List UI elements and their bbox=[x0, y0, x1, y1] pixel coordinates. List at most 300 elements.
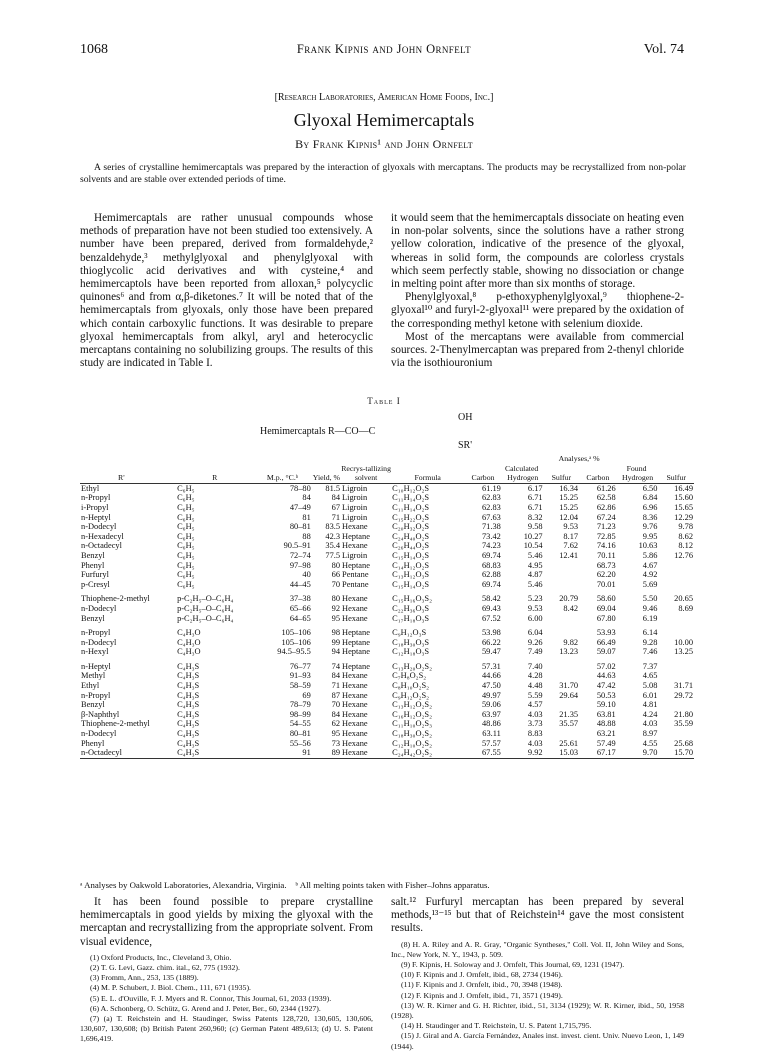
header-solvent: Recrys-tallizing solvent bbox=[341, 463, 391, 483]
cell-h-calc: 4.57 bbox=[527, 700, 543, 710]
cell-h-calc: 6.71 bbox=[527, 493, 543, 503]
cell-c-calc: 69.74 bbox=[481, 579, 501, 589]
cell-h-found: 6.84 bbox=[642, 493, 658, 503]
cell-solvent: Hexane bbox=[342, 603, 368, 613]
formula-sr: SR' bbox=[458, 440, 473, 451]
table-row bbox=[80, 570, 694, 580]
cell-solvent: Ligroin bbox=[341, 483, 391, 493]
cell-h-calc: 6.00 bbox=[527, 613, 543, 623]
reference-item: (11) F. Kipnis and J. Ornfelt, ibid., 70, 3948 (1948). bbox=[401, 980, 563, 990]
cell-yield: 35.4 bbox=[325, 541, 341, 551]
cell-r: C₆H₅ bbox=[177, 531, 195, 541]
cell-solvent: Heptane bbox=[342, 647, 370, 657]
cell-formula: C₁₅H₁₆O₃S₂ bbox=[392, 594, 432, 604]
cell-s-calc bbox=[544, 614, 580, 624]
cell-r-prime: n-Dodecyl bbox=[81, 637, 117, 647]
cell-s-found: 12.29 bbox=[674, 512, 693, 522]
cell-formula: C₁₁H₁₀O₂S₃ bbox=[392, 719, 432, 729]
cell-solvent: Hexane bbox=[342, 709, 368, 719]
cell-r-prime: Methyl bbox=[81, 671, 106, 681]
cell-r-prime: n-Hexadecyl bbox=[81, 531, 124, 541]
cell-h-calc: 4.03 bbox=[527, 709, 543, 719]
cell-h-calc: 4.95 bbox=[527, 560, 543, 570]
cell-r: C₄H₃O bbox=[177, 647, 201, 657]
cell-r-prime: Benzyl bbox=[81, 700, 105, 710]
cell-s-calc: 31.70 bbox=[559, 681, 579, 691]
cell-yield: 80 bbox=[331, 560, 341, 570]
cell-r: C₆H₅ bbox=[177, 493, 195, 503]
cell-h-found: 6.14 bbox=[642, 628, 658, 638]
table-structure-formula bbox=[260, 412, 540, 454]
cell-c-calc: 69.43 bbox=[481, 603, 501, 613]
cell-r-prime: n-Dodecyl bbox=[81, 603, 117, 613]
cell-formula: C₁₂H₁₈O₃S bbox=[392, 647, 430, 657]
table-row bbox=[80, 580, 694, 590]
cell-solvent: Hexane bbox=[342, 729, 368, 739]
cell-c-found: 67.80 bbox=[596, 613, 616, 623]
cell-s-calc: 13.23 bbox=[559, 647, 579, 657]
cell-s-found: 15.60 bbox=[674, 493, 693, 503]
cell-c-calc: 67.63 bbox=[481, 512, 501, 522]
cell-s-calc: 12.04 bbox=[559, 512, 579, 522]
cell-formula: C₁₄H₁₂O₂S bbox=[392, 560, 430, 570]
cell-c-calc: 68.83 bbox=[481, 560, 501, 570]
reference-item: (7) (a) T. Reichstein and H. Staudinger, Swiss Patents 128,720, 130,605, 130,606, 130,607, 130,608; (b) British Patent 260,960; (c) German Patent 489,613; (d) U. S. Patent 1,696,419. bbox=[80, 1014, 373, 1044]
cell-solvent: Heptane bbox=[342, 661, 370, 671]
page-number: 1068 bbox=[80, 42, 108, 57]
cell-formula: C₁₅H₁₄O₂S bbox=[392, 579, 430, 589]
cell-h-calc: 4.87 bbox=[527, 570, 543, 580]
cell-yield: 84 bbox=[331, 709, 341, 719]
cell-h-calc: 3.73 bbox=[527, 719, 543, 729]
cell-yield: 67 bbox=[331, 502, 341, 512]
cell-r: C₆H₅ bbox=[177, 570, 195, 580]
cell-formula: C₂₀H₃₂O₂S bbox=[392, 522, 430, 532]
table-row bbox=[80, 638, 694, 648]
cell-r-prime: n-Propyl bbox=[81, 628, 111, 638]
cell-solvent: Heptane bbox=[342, 628, 370, 638]
cell-h-calc: 10.54 bbox=[523, 541, 543, 551]
cell-formula: C₂₄H₄₂O₂S₂ bbox=[391, 748, 464, 758]
cell-s-found: 15.70 bbox=[658, 748, 694, 758]
cell-s-found bbox=[658, 614, 694, 624]
cell-yield: 77.5 bbox=[325, 550, 341, 560]
cell-formula: C₉H₁₂O₂S₂ bbox=[392, 690, 430, 700]
cell-c-found: 67.24 bbox=[596, 512, 616, 522]
reference-item: (14) H. Staudinger and T. Reichstein, U. S. Patent 1,715,795. bbox=[401, 1021, 592, 1031]
cell-solvent: Ligroin bbox=[342, 502, 368, 512]
cell-h-calc: 4.03 bbox=[527, 738, 543, 748]
reference-item: (6) A. Schonberg, O. Schütz, G. Arend and J. Peter, Ber., 60, 2344 (1927). bbox=[90, 1003, 321, 1013]
cell-c-found: 63.81 bbox=[596, 709, 616, 719]
cell-r-prime: Ethyl bbox=[80, 483, 176, 493]
cell-formula: C₂₂H₃₆O₃S bbox=[392, 603, 430, 613]
cell-mp: 44–45 bbox=[289, 579, 311, 589]
cell-mp: 80–81 bbox=[289, 522, 311, 532]
cell-s-found: 29.72 bbox=[674, 690, 693, 700]
cell-solvent: Pentane bbox=[342, 579, 369, 589]
cell-h-found: 9.70 bbox=[617, 748, 659, 758]
reference-item: (5) E. L. d'Ouville, F. J. Myers and R. Connor, This Journal, 61, 2033 (1939). bbox=[90, 993, 332, 1003]
cell-yield: 95 bbox=[331, 613, 341, 623]
cell-h-found: 6.50 bbox=[617, 483, 659, 493]
cell-r: C₆H₅ bbox=[176, 483, 253, 493]
cell-formula: C₁₈H₃₀O₃S bbox=[392, 637, 430, 647]
cell-s-found: 31.71 bbox=[674, 681, 693, 691]
cell-s-found: 8.69 bbox=[678, 603, 693, 613]
cell-solvent: Heptane bbox=[342, 560, 370, 570]
body-right-paragraph-2: Phenylglyoxal,⁸ p-ethoxyphenylglyoxal,⁹ thiophene-2-glyoxal¹⁰ and furyl-2-glyoxal¹¹ were prepared by the oxidation of the corresponding methyl ketone with selenium dioxide. bbox=[391, 291, 684, 330]
body-right-paragraph-3: Most of the mercaptans were available from commercial sources. 2-Thenylmercaptan was prepared from 2-thenyl chloride via the isothiouronium bbox=[391, 330, 684, 370]
cell-formula: C₁₂H₁₀O₂S₂ bbox=[392, 738, 432, 748]
cell-formula: C₁₇H₁₈O₃S bbox=[392, 613, 430, 623]
cell-formula: C₈H₁₀O₂S₂ bbox=[392, 681, 430, 691]
cell-s-calc: 29.64 bbox=[559, 690, 579, 700]
cell-mp: 69 bbox=[302, 690, 311, 700]
cell-h-found: 4.67 bbox=[642, 560, 658, 570]
cell-c-calc: 69.74 bbox=[481, 550, 501, 560]
cell-s-calc bbox=[544, 561, 580, 571]
formula-main: Hemimercaptals R—CO—C bbox=[260, 426, 376, 437]
cell-formula: C₁₃H₁₂O₂S₂ bbox=[392, 700, 432, 710]
cell-mp: 91–93 bbox=[289, 671, 311, 681]
cell-h-found: 6.96 bbox=[642, 502, 658, 512]
cell-s-found: 13.25 bbox=[674, 647, 693, 657]
cell-h-calc: 8.83 bbox=[527, 729, 543, 739]
cell-c-calc: 63.97 bbox=[481, 709, 501, 719]
cell-c-found: 62.58 bbox=[596, 493, 616, 503]
cell-mp: 55–56 bbox=[289, 738, 311, 748]
cell-s-found: 25.68 bbox=[674, 738, 693, 748]
table-row bbox=[80, 710, 694, 720]
cell-r: C₄H₃S bbox=[177, 690, 200, 700]
table-row bbox=[80, 729, 694, 739]
cell-s-found bbox=[658, 561, 694, 571]
cell-c-found: 57.02 bbox=[596, 661, 616, 671]
cell-c-calc: 58.42 bbox=[481, 594, 501, 604]
cell-s-found bbox=[658, 623, 694, 638]
cell-h-calc: 9.58 bbox=[527, 522, 543, 532]
footnote-b: ᵇ All melting points taken with Fisher–Johns apparatus. bbox=[295, 880, 490, 890]
cell-c-calc: 59.06 bbox=[481, 700, 501, 710]
cell-h-calc: 9.53 bbox=[527, 603, 543, 613]
cell-solvent: Hexane bbox=[342, 681, 368, 691]
header-hydrogen-found: Hydrogen bbox=[621, 473, 654, 483]
table-row bbox=[80, 691, 694, 701]
cell-solvent: Hexane bbox=[341, 748, 391, 758]
header-calculated: Calculated bbox=[504, 463, 539, 473]
cell-c-calc: 44.66 bbox=[481, 671, 501, 681]
cell-yield: 71 bbox=[331, 681, 341, 691]
cell-s-calc: 16.34 bbox=[544, 483, 580, 493]
cell-c-found: 62.20 bbox=[596, 570, 616, 580]
cell-mp: 78–80 bbox=[253, 483, 311, 493]
abstract: A series of crystalline hemimercaptals was prepared by the interaction of glyoxals with mercaptans. The products may be recrystallized from non-polar solvents and are stable over extended periods of time. bbox=[80, 162, 686, 185]
cell-h-found: 4.03 bbox=[642, 719, 658, 729]
table-row bbox=[80, 561, 694, 571]
cell-r-prime: n-Propyl bbox=[81, 690, 111, 700]
cell-yield: 74 bbox=[331, 661, 341, 671]
cell-s-calc: 9.53 bbox=[563, 522, 579, 532]
cell-formula: C₉H₁₂O₃S bbox=[392, 628, 427, 638]
cell-solvent: Ligroin bbox=[342, 550, 368, 560]
cell-formula: C₁₅H₁₄O₂S bbox=[392, 550, 430, 560]
cell-mp: 40 bbox=[302, 570, 311, 580]
cell-s-calc bbox=[544, 700, 580, 710]
cell-h-calc: 9.92 bbox=[502, 748, 544, 758]
cell-s-calc bbox=[544, 729, 580, 739]
cell-c-calc: 74.23 bbox=[481, 541, 501, 551]
cell-yield: 84 bbox=[331, 493, 341, 503]
cell-mp: 47–49 bbox=[289, 502, 311, 512]
cell-s-calc bbox=[544, 580, 580, 590]
cell-s-found: 16.49 bbox=[658, 483, 694, 493]
cell-h-calc: 7.49 bbox=[527, 647, 543, 657]
cell-r: C₆H₅ bbox=[177, 550, 195, 560]
cell-s-calc bbox=[544, 570, 580, 580]
table-row bbox=[80, 522, 694, 532]
cell-h-found: 5.50 bbox=[642, 594, 658, 604]
cell-s-found: 8.62 bbox=[678, 531, 693, 541]
cell-c-found: 67.17 bbox=[579, 748, 617, 758]
cell-h-found: 4.92 bbox=[642, 570, 658, 580]
cell-c-calc: 59.47 bbox=[481, 647, 501, 657]
cell-solvent: Hexane bbox=[342, 700, 368, 710]
cell-formula: C₁₅H₂₂O₂S bbox=[392, 512, 430, 522]
cell-s-found: 10.00 bbox=[674, 637, 693, 647]
cell-s-calc bbox=[544, 623, 580, 638]
cell-r-prime: p-Cresyl bbox=[81, 579, 110, 589]
cell-s-calc: 8.42 bbox=[563, 603, 579, 613]
cell-yield: 80 bbox=[331, 594, 341, 604]
cell-h-found: 4.81 bbox=[642, 700, 658, 710]
cell-solvent: Pentane bbox=[342, 570, 369, 580]
cell-formula: C₁₁H₁₄O₂S bbox=[392, 502, 430, 512]
table-row bbox=[80, 614, 694, 624]
cell-h-calc: 6.17 bbox=[502, 483, 544, 493]
cell-r: p-C₂H₅–O–C₆H₄ bbox=[177, 594, 234, 604]
cell-c-found: 61.26 bbox=[579, 483, 617, 493]
cell-solvent: Hexane bbox=[342, 690, 368, 700]
cell-mp: 105–106 bbox=[281, 637, 311, 647]
cell-h-calc: 5.59 bbox=[527, 690, 543, 700]
cell-s-calc: 15.25 bbox=[559, 502, 579, 512]
header-formula: Formula bbox=[414, 473, 441, 483]
table-row bbox=[80, 541, 694, 551]
cell-r-prime: n-Octadecyl bbox=[80, 748, 176, 758]
header-sulfur-found: Sulfur bbox=[666, 473, 686, 483]
volume-label: Vol. 74 bbox=[643, 42, 684, 57]
byline: By Frank Kipnis¹ and John Ornfelt bbox=[295, 137, 473, 151]
cell-c-calc: 67.55 bbox=[464, 748, 502, 758]
cell-h-found: 5.69 bbox=[642, 579, 658, 589]
cell-r: C₆H₅ bbox=[177, 512, 195, 522]
cell-s-calc: 21.35 bbox=[559, 709, 579, 719]
cell-c-calc: 62.83 bbox=[481, 493, 501, 503]
cell-c-found: 71.23 bbox=[596, 522, 616, 532]
cell-mp: 65–66 bbox=[289, 603, 311, 613]
cell-h-calc: 4.48 bbox=[527, 681, 543, 691]
cell-s-calc: 35.57 bbox=[559, 719, 579, 729]
cell-c-calc: 71.38 bbox=[481, 522, 501, 532]
cell-h-calc: 6.71 bbox=[527, 502, 543, 512]
header-analyses: Analyses,ᵃ % bbox=[558, 454, 600, 463]
cell-c-found: 70.01 bbox=[596, 579, 616, 589]
cell-c-found: 63.21 bbox=[596, 729, 616, 739]
body-right-paragraph-1: it would seem that the hemimercaptals dissociate on heating even in non-polar solvents, since the solutions have a rather strong yellow coloration, indicative of the presence of the glyoxal, whereas in solid form, the compounds are colorless crystals which seem perfectly stable, showing no dissociation or change in melting point after more than six months of storage. bbox=[391, 212, 684, 291]
cell-mp: 72–74 bbox=[289, 550, 311, 560]
table-row bbox=[80, 589, 694, 604]
references-left bbox=[80, 953, 373, 1045]
cell-h-found: 6.01 bbox=[642, 690, 658, 700]
reference-item: (15) J. Giral and A. García Fernández, Anales inst. invest. cient. Univ. Nuevo Leon, 1, 149 (1944). bbox=[391, 1031, 684, 1051]
cell-c-calc: 57.57 bbox=[481, 738, 501, 748]
cell-h-found: 10.63 bbox=[638, 541, 658, 551]
cell-solvent: Hexane bbox=[342, 719, 368, 729]
cell-r-prime: Thiophene-2-methyl bbox=[81, 594, 150, 604]
cell-c-calc: 63.11 bbox=[482, 729, 501, 739]
cell-r: C₆H₅ bbox=[177, 522, 195, 532]
cell-mp: 80–81 bbox=[289, 729, 311, 739]
cell-s-found bbox=[658, 700, 694, 710]
cell-c-found: 62.86 bbox=[596, 502, 616, 512]
cell-r: p-C₂H₅–O–C₆H₄ bbox=[177, 613, 234, 623]
cell-solvent: Ligroin bbox=[342, 493, 368, 503]
cell-r-prime: β-Naphthyl bbox=[81, 709, 120, 719]
table-row bbox=[80, 493, 694, 503]
cell-r: C₄H₃S bbox=[177, 681, 200, 691]
cell-h-found: 6.19 bbox=[642, 613, 658, 623]
cell-c-calc: 49.97 bbox=[481, 690, 501, 700]
header-found: Found bbox=[626, 463, 647, 473]
cell-h-calc: 9.26 bbox=[527, 637, 543, 647]
table-row bbox=[80, 503, 694, 513]
cell-r: C₆H₅ bbox=[177, 560, 195, 570]
header-carbon-found: Carbon bbox=[586, 473, 610, 483]
cell-c-found: 44.63 bbox=[596, 671, 616, 681]
reference-item: (3) Fromm, Ann., 253, 135 (1889). bbox=[90, 973, 199, 983]
cell-mp: 64–65 bbox=[289, 613, 311, 623]
cell-mp: 84 bbox=[302, 493, 311, 503]
cell-mp: 78–79 bbox=[289, 700, 311, 710]
cell-mp: 97–98 bbox=[289, 560, 311, 570]
cell-r-prime: Phenyl bbox=[81, 560, 105, 570]
cell-r: C₆H₅ bbox=[177, 541, 195, 551]
cell-solvent: Hexane bbox=[342, 541, 368, 551]
cell-s-calc: 20.79 bbox=[559, 594, 579, 604]
cell-c-found: 47.42 bbox=[596, 681, 616, 691]
cell-mp: 90.5–91 bbox=[283, 541, 311, 551]
cell-r-prime: n-Heptyl bbox=[81, 512, 111, 522]
cell-solvent: Hexane bbox=[342, 522, 368, 532]
table-row bbox=[80, 604, 694, 614]
cell-c-calc: 53.98 bbox=[481, 628, 501, 638]
cell-s-found bbox=[658, 580, 694, 590]
cell-yield: 70 bbox=[331, 579, 341, 589]
cell-c-found: 74.16 bbox=[596, 541, 616, 551]
cell-formula: C₂₄H₄₀O₂S bbox=[392, 531, 430, 541]
cell-h-found: 8.97 bbox=[642, 729, 658, 739]
cell-s-calc bbox=[544, 671, 580, 681]
cell-yield: 89 bbox=[312, 748, 341, 758]
cell-s-calc: 15.03 bbox=[544, 748, 580, 758]
table-row bbox=[80, 657, 694, 672]
cell-h-found: 9.95 bbox=[642, 531, 658, 541]
cell-r: C₆H₅ bbox=[177, 579, 195, 589]
cell-formula: C₁₃H₁₂O₃S bbox=[392, 570, 430, 580]
cell-s-found bbox=[658, 729, 694, 739]
cell-h-calc: 8.32 bbox=[527, 512, 543, 522]
cell-r-prime: n-Octadecyl bbox=[81, 541, 122, 551]
cell-s-found: 21.80 bbox=[674, 709, 693, 719]
cell-s-calc: 12.41 bbox=[559, 550, 579, 560]
cell-yield: 98 bbox=[331, 628, 341, 638]
cell-r: C₄H₃S bbox=[177, 738, 200, 748]
cell-r: C₄H₃S bbox=[177, 709, 200, 719]
cell-r-prime: n-Hexyl bbox=[81, 647, 109, 657]
cell-mp: 58–59 bbox=[289, 681, 311, 691]
reference-item: (4) M. P. Schubert, J. Biol. Chem., 111, 671 (1935). bbox=[90, 983, 251, 993]
cell-r-prime: Thiophene-2-methyl bbox=[81, 719, 150, 729]
cell-yield: 73 bbox=[331, 738, 341, 748]
cell-h-found: 9.76 bbox=[642, 522, 658, 532]
table-row bbox=[80, 748, 694, 758]
reference-item: (8) H. A. Riley and A. R. Gray, "Organic Syntheses," Coll. Vol. II, John Wiley and Sons, Inc., New York, N. Y., 1943, p. 509. bbox=[391, 939, 684, 959]
cell-c-calc: 57.31 bbox=[481, 661, 501, 671]
cell-s-found bbox=[658, 657, 694, 672]
cell-c-found: 70.11 bbox=[597, 550, 616, 560]
references-right bbox=[391, 940, 684, 1052]
cell-mp: 88 bbox=[302, 531, 311, 541]
cell-solvent: Hexane bbox=[342, 671, 368, 681]
reference-item: (2) T. G. Levi, Gazz. chim. ital., 62, 775 (1932). bbox=[90, 963, 240, 973]
cell-yield: 62 bbox=[331, 719, 341, 729]
cell-r: C₄H₃S bbox=[176, 748, 253, 758]
cell-c-calc: 66.22 bbox=[481, 637, 501, 647]
cell-s-found: 9.78 bbox=[678, 522, 693, 532]
cell-c-found: 58.60 bbox=[596, 594, 616, 604]
reference-item: (9) F. Kipnis, H. Soloway and J. Ornfelt, This Journal, 69, 1231 (1947). bbox=[401, 960, 625, 970]
table-label: Table I bbox=[367, 396, 401, 406]
cell-solvent: Heptane bbox=[342, 637, 370, 647]
body-left-column bbox=[80, 212, 373, 370]
cell-mp: 98–99 bbox=[289, 709, 311, 719]
cell-r: C₄H₃S bbox=[177, 671, 200, 681]
cell-h-calc: 5.46 bbox=[527, 550, 543, 560]
cell-s-calc: 7.62 bbox=[563, 541, 579, 551]
cell-h-found: 4.24 bbox=[642, 709, 658, 719]
body-right-column bbox=[391, 212, 684, 370]
cell-s-calc: 8.17 bbox=[563, 531, 579, 541]
cell-yield: 94 bbox=[331, 647, 341, 657]
cell-yield: 81.5 bbox=[312, 483, 341, 493]
table-body bbox=[80, 483, 694, 758]
lower-left-paragraph: It has been found possible to prepare crystalline hemimercaptals in good yields by mixing the glyoxal with the mercaptan and recrystallizing from the appropriate solvent. From visual evidence, bbox=[80, 896, 373, 948]
cell-yield: 84 bbox=[331, 671, 341, 681]
cell-c-found: 50.53 bbox=[596, 690, 616, 700]
cell-s-found: 20.65 bbox=[674, 594, 693, 604]
cell-r: C₄H₃S bbox=[177, 661, 200, 671]
cell-c-calc: 67.52 bbox=[481, 613, 501, 623]
table-row bbox=[80, 739, 694, 749]
cell-h-calc: 6.04 bbox=[527, 628, 543, 638]
cell-c-calc: 62.83 bbox=[481, 502, 501, 512]
cell-h-found: 7.46 bbox=[642, 647, 658, 657]
cell-yield: 70 bbox=[331, 700, 341, 710]
reference-item: (12) F. Kipnis and J. Ornfelt, ibid., 71, 3571 (1949). bbox=[401, 990, 563, 1000]
cell-h-calc: 7.40 bbox=[527, 661, 543, 671]
table-row bbox=[80, 551, 694, 561]
